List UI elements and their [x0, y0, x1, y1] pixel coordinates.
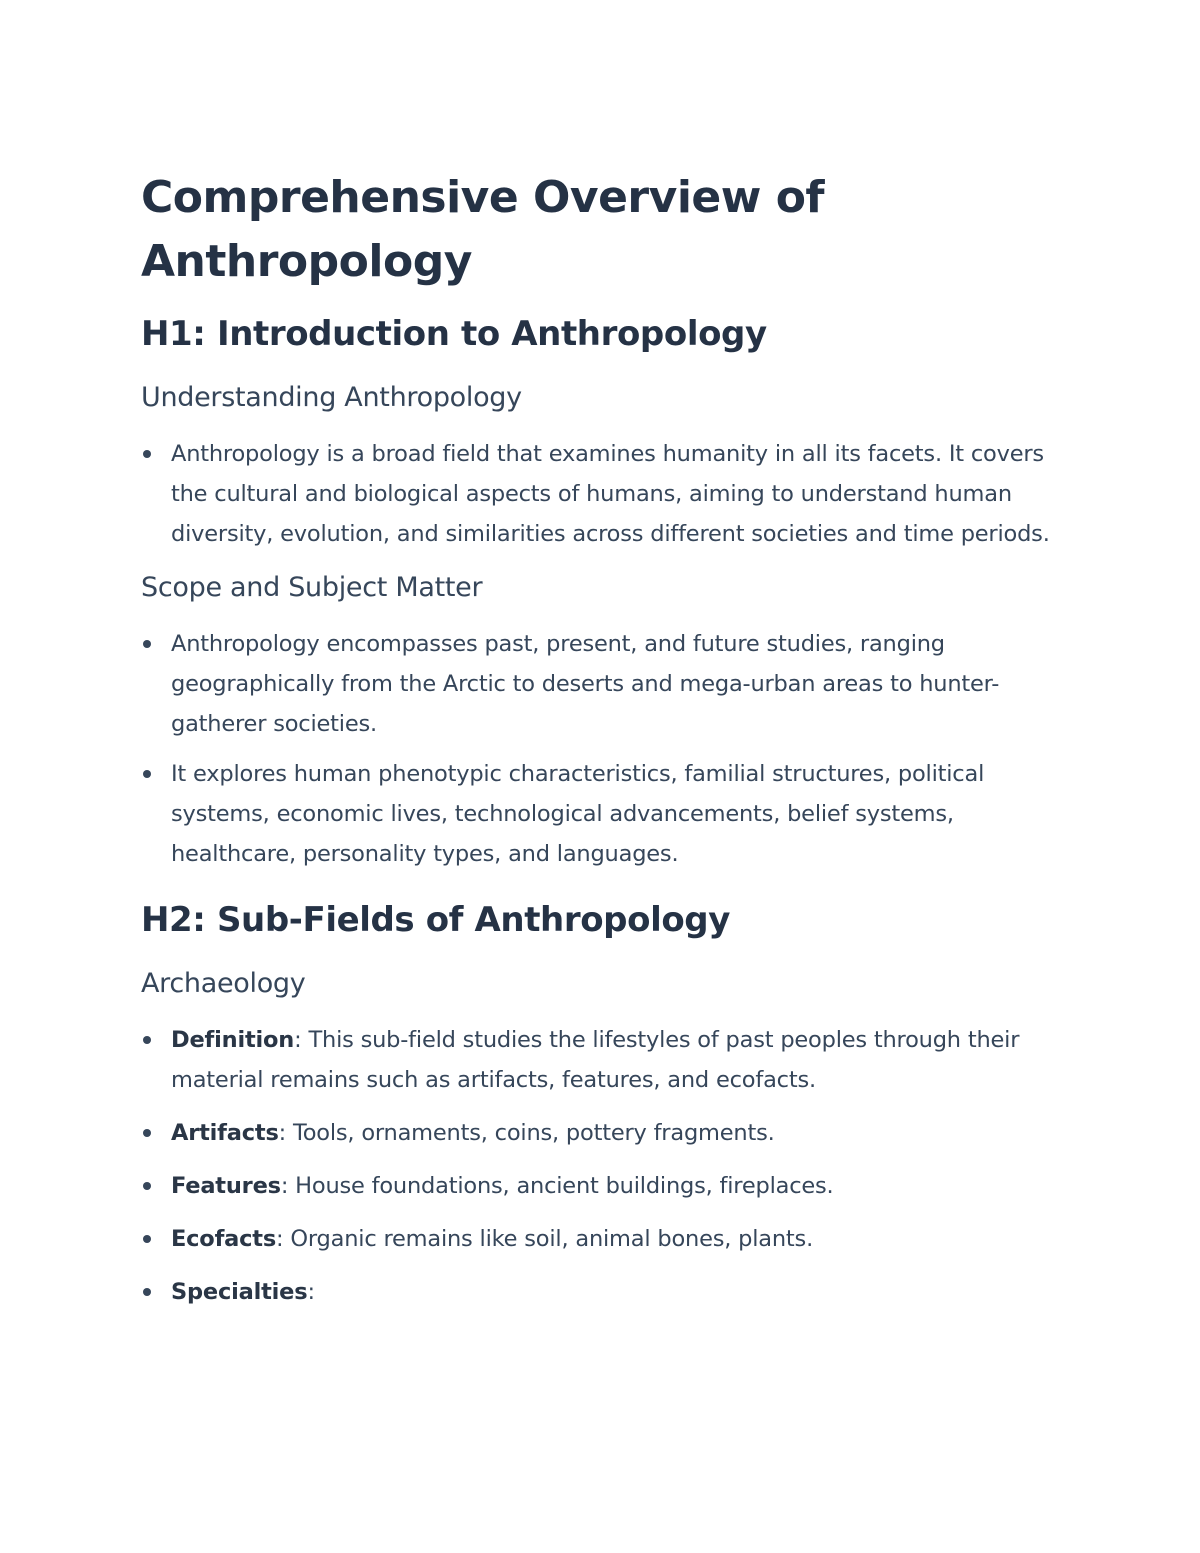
list-item [141, 1166, 1051, 1206]
subsection-heading-scope: Scope and Subject Matter [141, 572, 483, 603]
list-item-text: Anthropology encompasses past, present, and future studies, ranging geographically from the Arctic to deserts and mega-urban areas to hunter-gatherer societies. [171, 631, 1000, 737]
bullet-list-scope [141, 624, 1051, 874]
bullet-icon [143, 1288, 151, 1296]
term-separator: : [307, 1279, 315, 1305]
term-separator: : [276, 1226, 291, 1252]
list-item [141, 1219, 1051, 1259]
term-separator: : [280, 1173, 296, 1199]
term-label: Specialties [171, 1279, 308, 1305]
section-heading-introduction: H1: Introduction to Anthropology [141, 314, 767, 354]
bullet-icon [143, 1129, 151, 1137]
bullet-icon [143, 450, 151, 458]
bullet-list-archaeology [141, 1020, 1051, 1312]
list-item-text: Tools, ornaments, coins, pottery fragments. [292, 1120, 775, 1146]
term-label: Artifacts [171, 1120, 279, 1146]
bullet-icon [143, 1036, 151, 1044]
term-separator: : [294, 1027, 309, 1053]
section-heading-sub-fields: H2: Sub-Fields of Anthropology [141, 900, 730, 940]
bullet-icon [143, 1235, 151, 1243]
list-item-text: It explores human phenotypic characteristics, familial structures, political systems, economic lives, technological advancements, belief systems, healthcare, personality types, and languages. [171, 761, 985, 867]
list-item [141, 624, 1051, 744]
bullet-icon [143, 640, 151, 648]
list-item [141, 1113, 1051, 1153]
term-label: Features [171, 1173, 281, 1199]
list-item-text: Organic remains like soil, animal bones, plants. [290, 1226, 814, 1252]
term-label: Ecofacts [171, 1226, 277, 1252]
list-item-text: House foundations, ancient buildings, fireplaces. [295, 1173, 834, 1199]
list-item-text: This sub-field studies the lifestyles of past peoples through their material remains such as artifacts, features, and ecofacts. [171, 1027, 1020, 1093]
list-item [141, 754, 1051, 874]
subsection-heading-archaeology: Archaeology [141, 968, 306, 999]
subsection-heading-understanding: Understanding Anthropology [141, 382, 522, 413]
list-item [141, 434, 1051, 554]
list-item [141, 1020, 1051, 1100]
document-page [141, 166, 1051, 1312]
term-separator: : [278, 1120, 293, 1146]
term-label: Definition [171, 1027, 295, 1053]
list-item [141, 1272, 1051, 1312]
document-title: Comprehensive Overview of Anthropology [141, 172, 825, 287]
bullet-list-understanding [141, 434, 1051, 554]
bullet-icon [143, 1182, 151, 1190]
list-item-text: Anthropology is a broad field that examines humanity in all its facets. It covers the cultural and biological aspects of humans, aiming to understand human diversity, evolution, and similarities across different societies and time periods. [171, 441, 1050, 547]
bullet-icon [143, 770, 151, 778]
